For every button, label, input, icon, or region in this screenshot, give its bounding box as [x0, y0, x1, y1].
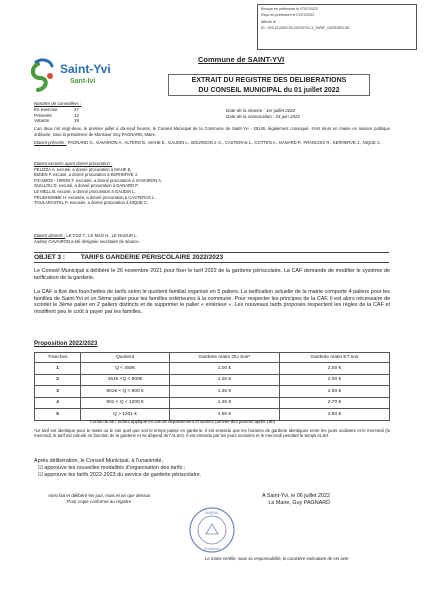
conseillers-value: 19 — [74, 118, 80, 124]
cell-ou: 1.00 € — [169, 363, 279, 375]
excuse-item: BIZIEN F. excusé, a donné procuration à KERHERVE J. — [34, 172, 138, 178]
prefecture-line: ID : 029-212902720-20220701-3_TARIF_GARDERI-DE — [261, 25, 350, 30]
signature-left-line1: Ainsi fait et délibéré les jour, mois et an que dessus — [48, 493, 151, 498]
deliberation-item-text: approuve les nouvelles modalités d'organisation des tarifs ; — [44, 465, 186, 472]
deliberation-intro: Après délibération, le Conseil Municipal, à l'unanimité, — [34, 458, 163, 464]
header-ou: Garderie matin OU Soir* — [169, 353, 279, 363]
forfait-note: Forfait de 5€ / enfant appliqué en cas de dépassement d'horaires (arrivée des parents après 19h) — [90, 419, 275, 424]
deliberation-item — [34, 465, 201, 472]
cell-tranche: 1 — [35, 363, 81, 375]
paragraph-2: La CAF a fixé des fourchettes de tarifs selon le quotient familial organisé en 5 paliers. La tarification actuelle de la mairie comporte 4 paliers pour les familles de Saint-Yvi et un 5ème palier pour les familles extérieures à la commune. Pour respecter les principes de la CAF, il est alors nécessaire de scinder le 3ème palier en 2 paliers distincts et de supprimer le palier « extérieur ». Les nouveaux tarifs proposés respectent les règles de la CAF et modifient peu le coût à payer par les familles. — [34, 289, 390, 315]
prefecture-line: Reçu en préfecture le 07/07/2022 — [261, 13, 315, 18]
objet-title: TARIFS GARDERIE PERISCOLAIRE 2022/2023 — [80, 254, 224, 261]
extrait-title-box — [168, 74, 370, 96]
cell-quotient: 901 < Q < 1200 € — [81, 397, 170, 409]
tarifs-table — [34, 352, 390, 421]
date-seance: Date de la séance : 1er juillet 2022 — [226, 108, 296, 113]
checkbox-icon: ☑ — [38, 472, 43, 479]
conseillers-block — [34, 101, 164, 124]
header-quotient: Quotient — [81, 353, 170, 363]
cell-quotient: Q > 1201 € — [81, 409, 170, 421]
mairie-seal-icon — [188, 506, 236, 554]
excuse-item: GUILLOU D. excusé, a donné procuration à DANARD P. — [34, 183, 139, 189]
intro-paragraph: L'an deux mil vingt-deux, le premier juillet à dix-neuf heures, le Conseil Municipal de la Commune de Saint-Yvi - 29140, légalement convoqué, s'est réuni en mairie en séance publique ordinaire, sous la présidence de Monsieur Guy PAGNARD, Maire. — [34, 126, 390, 137]
table-row — [35, 397, 390, 409]
cell-tranche: 3 — [35, 386, 81, 398]
logo-subname: Sant-Ivi — [70, 78, 96, 85]
logo-name: Saint-Yvi — [60, 62, 111, 76]
cell-ou: 1.45 € — [169, 397, 279, 409]
conseillers-value: 12 — [74, 112, 80, 118]
prefecture-stamp-box — [257, 4, 417, 50]
cell-quotient: Q < 450€ — [81, 363, 170, 375]
conseillers-label: Présents — [34, 112, 52, 118]
cell-et: 2.90 € — [279, 409, 389, 421]
dates-block — [226, 108, 300, 120]
table-header-row — [35, 353, 390, 363]
conseillers-heading: Nombre de conseillers : — [34, 101, 82, 106]
cell-et: 2.70 € — [279, 397, 389, 409]
checkbox-icon: ☑ — [38, 465, 43, 472]
cell-et: 2.00 € — [279, 363, 389, 375]
prefecture-line: Envoyé en préfecture le 07/07/2022 — [261, 7, 318, 11]
conseillers-row — [34, 118, 94, 124]
svg-text:(Finistère): (Finistère) — [204, 547, 220, 551]
paragraph-1: Le Conseil Municipal a délibéré le 26 novembre 2021 pour fixer le tarif 2022 de la garderie périscolaire. La CAF demande de modifier le système de tarification de la garderie. — [34, 268, 390, 281]
cell-ou: 1.25 € — [169, 374, 279, 386]
excuse-item: FICAMOS - HIRON F. excusée, a donné procuration à GAVAIRON A. — [34, 177, 163, 183]
cell-et: 2.00 € — [279, 374, 389, 386]
extrait-title-line2: DU CONSEIL MUNICIPAL du 01 juillet 2022 — [198, 87, 340, 94]
cell-et: 2.50 € — [279, 386, 389, 398]
presents-block — [34, 140, 390, 146]
presents-text: PAGNARD G., GAVAIRON A., ALTERO B., MAHE E., GAUDIN L., BOURDON J.-C., CASTERAS L., COTTEN A., DANARD P., FRANCOIS R., KERHERVE J., NIQUE C. — [67, 140, 382, 145]
excuse-item: TOULARASTEL P. excusée, a donné procuration à NIQUE C. — [34, 200, 149, 206]
excuses-label: Etaient excusés ayant donné procuration : — [34, 161, 113, 166]
signature-place-date: A Saint-Yvi, le 06 juillet 2022 — [262, 493, 331, 499]
table-row — [35, 386, 390, 398]
header-et: Garderie matin ET soir — [279, 353, 389, 363]
tarif-footnote: *Le tarif est identique pour le matin ou le soir quel que soit le temps passé en garderie. Il est entendu que les horaires de garderie identiques entre les jours scolaires et le mercredi (le mercredi, le tarif est calculé en fonction de la garderie et ne dépend de l'ALSH). Il est entendu par les jours scolaires et le mercredi pendant le temps ALSH. — [34, 428, 390, 439]
signature-maire: Le Maire, Guy PAGNARD — [268, 500, 331, 506]
cell-quotient: 801€ < Q < 900 € — [81, 386, 170, 398]
date-convocation: Date de la convocation : 24 juin 2022 — [226, 113, 301, 119]
excuse-item: LE MELL B. excusé, a donné procuration à GAUDIN L. — [34, 188, 136, 194]
extrait-title-line1: EXTRAIT DU REGISTRE DES DELIBERATIONS — [191, 77, 347, 84]
signature-right — [262, 493, 330, 507]
conseillers-label: Votants — [34, 118, 50, 124]
cell-tranche: 2 — [35, 374, 81, 386]
deliberation-block — [34, 458, 201, 480]
cell-tranche: 4 — [35, 397, 81, 409]
objet-bar — [34, 252, 389, 263]
svg-text:MAIRIE: MAIRIE — [205, 510, 219, 515]
conseillers-value: 27 — [74, 106, 80, 112]
commune-title: Commune de SAINT-YVI — [198, 55, 285, 64]
signature-left-line2: Pour copie conforme au registre — [67, 498, 132, 504]
signature-left — [48, 493, 150, 504]
deliberation-item — [34, 472, 201, 479]
cell-ou: 1.55 € — [169, 409, 279, 421]
absents-block — [34, 233, 390, 244]
excuse-item: PRUDHOMME H. excusée, a donné procuration à CASTERAS L. — [34, 194, 156, 200]
absents-label: Etaient absents : — [34, 233, 66, 238]
cell-quotient: 451€ <Q < 800€ — [81, 374, 170, 386]
absents-text: LE COZ T., LE MAO H., LE NAOUR L. — [66, 233, 138, 238]
secretaire-text: Audrey GAVAIRON a été désignée secrétaire de séance. — [34, 238, 140, 244]
objet-label: OBJET 3 : — [34, 254, 66, 261]
excuse-item: PELIZZA A. excusé, a donné procuration à MAHE E. — [34, 166, 132, 172]
certify-note: Le maire certifie, sous sa responsabilité, le caractère exécutoire de cet acte — [205, 556, 349, 561]
prefecture-line: Affiché le — [261, 19, 276, 24]
conseillers-label: En exercice — [34, 106, 58, 112]
cell-tranche: 5 — [35, 409, 81, 421]
deliberation-item-text: approuve les tarifs 2022-2023 du service de garderie périscolaire. — [44, 472, 202, 479]
proposition-heading: Proposition 2022/2023 — [34, 341, 98, 347]
excuses-block — [34, 161, 390, 206]
header-tranches: Tranches — [35, 353, 81, 363]
cell-ou: 1.35 € — [169, 386, 279, 398]
table-row — [35, 363, 390, 375]
table-row — [35, 374, 390, 386]
presents-label: Etaient présents : — [34, 140, 67, 145]
